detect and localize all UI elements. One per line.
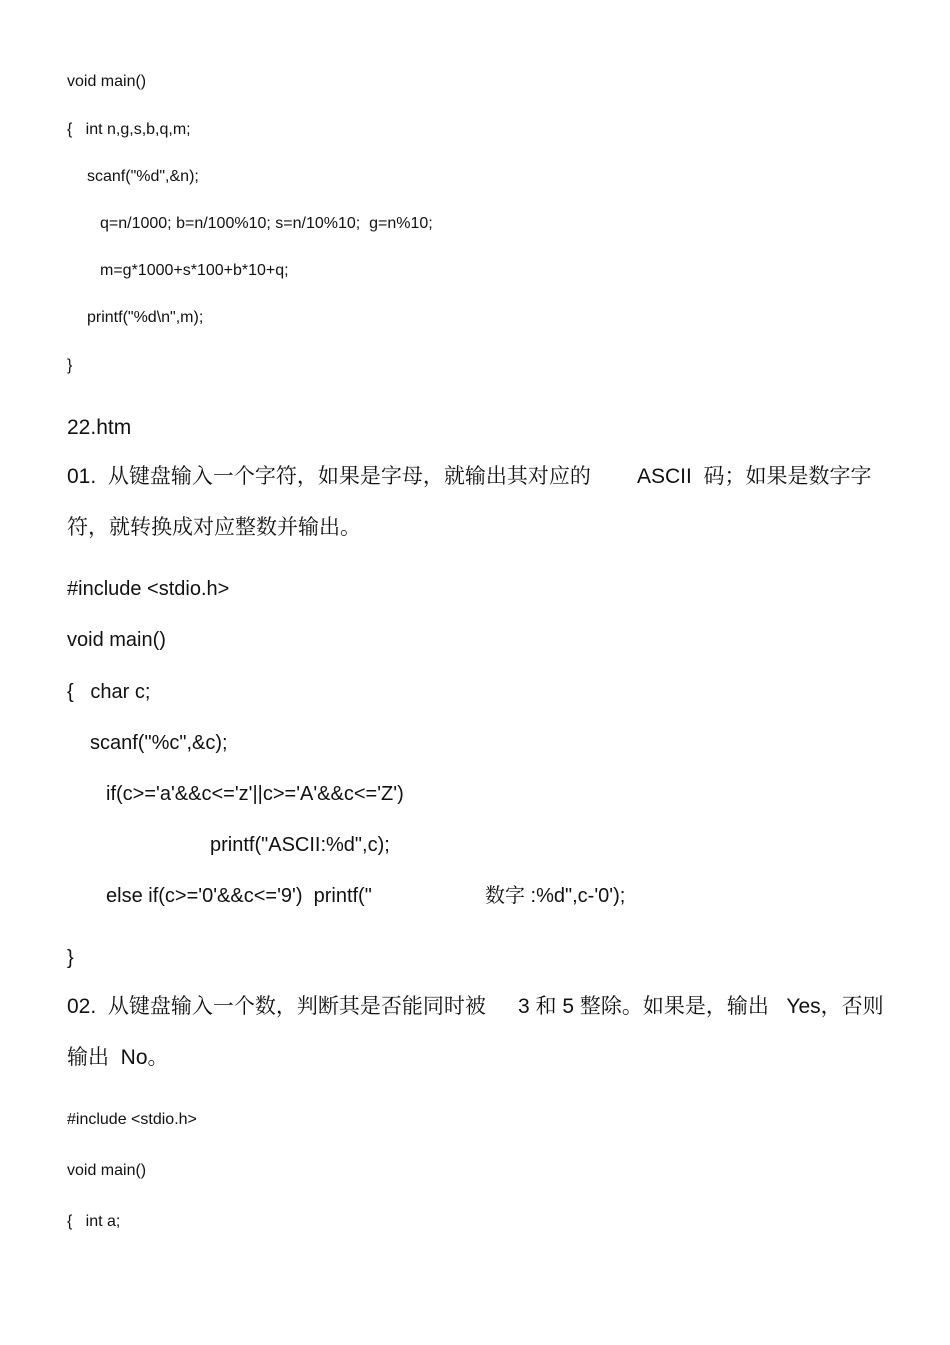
code-line: void main() — [67, 1162, 147, 1179]
code-line: m=g*1000+s*100+b*10+q; — [100, 262, 289, 279]
section-title: 22.htm — [67, 416, 132, 439]
code-line: printf("ASCII:%d",c); — [210, 834, 390, 856]
code-line: { int a; — [67, 1213, 121, 1230]
code-line: void main() — [67, 629, 166, 651]
code-line: } — [67, 357, 73, 374]
problem-text-line: 3 和 5 整除。如果是，输出 Yes，否则 — [518, 995, 884, 1018]
code-line: { char c; — [67, 681, 151, 703]
problem-text-line: 输出 No。 — [67, 1046, 169, 1069]
problem-text-line: 01. 从键盘输入一个字符，如果是字母，就输出其对应的 — [67, 465, 591, 488]
code-line: scanf("%d",&n); — [87, 168, 199, 185]
code-line: { int n,g,s,b,q,m; — [67, 121, 191, 138]
code-line: void main() — [67, 73, 147, 90]
problem-text-line: 符，就转换成对应整数并输出。 — [67, 516, 361, 539]
code-line: } — [67, 947, 74, 969]
code-line: if(c>='a'&&c<='z'||c>='A'&&c<='Z') — [106, 783, 404, 805]
code-line: scanf("%c",&c); — [90, 732, 228, 754]
code-line: else if(c>='0'&&c<='9') printf(" — [106, 885, 372, 907]
code-line: #include <stdio.h> — [67, 578, 230, 600]
problem-text-line: 02. 从键盘输入一个数，判断其是否能同时被 — [67, 995, 486, 1018]
problem-text-line: ASCII 码；如果是数字字 — [637, 465, 872, 488]
code-line: q=n/1000; b=n/100%10; s=n/10%10; g=n%10; — [100, 215, 433, 232]
code-line: printf("%d\n",m); — [87, 309, 204, 326]
code-line: #include <stdio.h> — [67, 1111, 197, 1128]
code-line: 数字 :%d",c-'0'); — [485, 885, 626, 907]
